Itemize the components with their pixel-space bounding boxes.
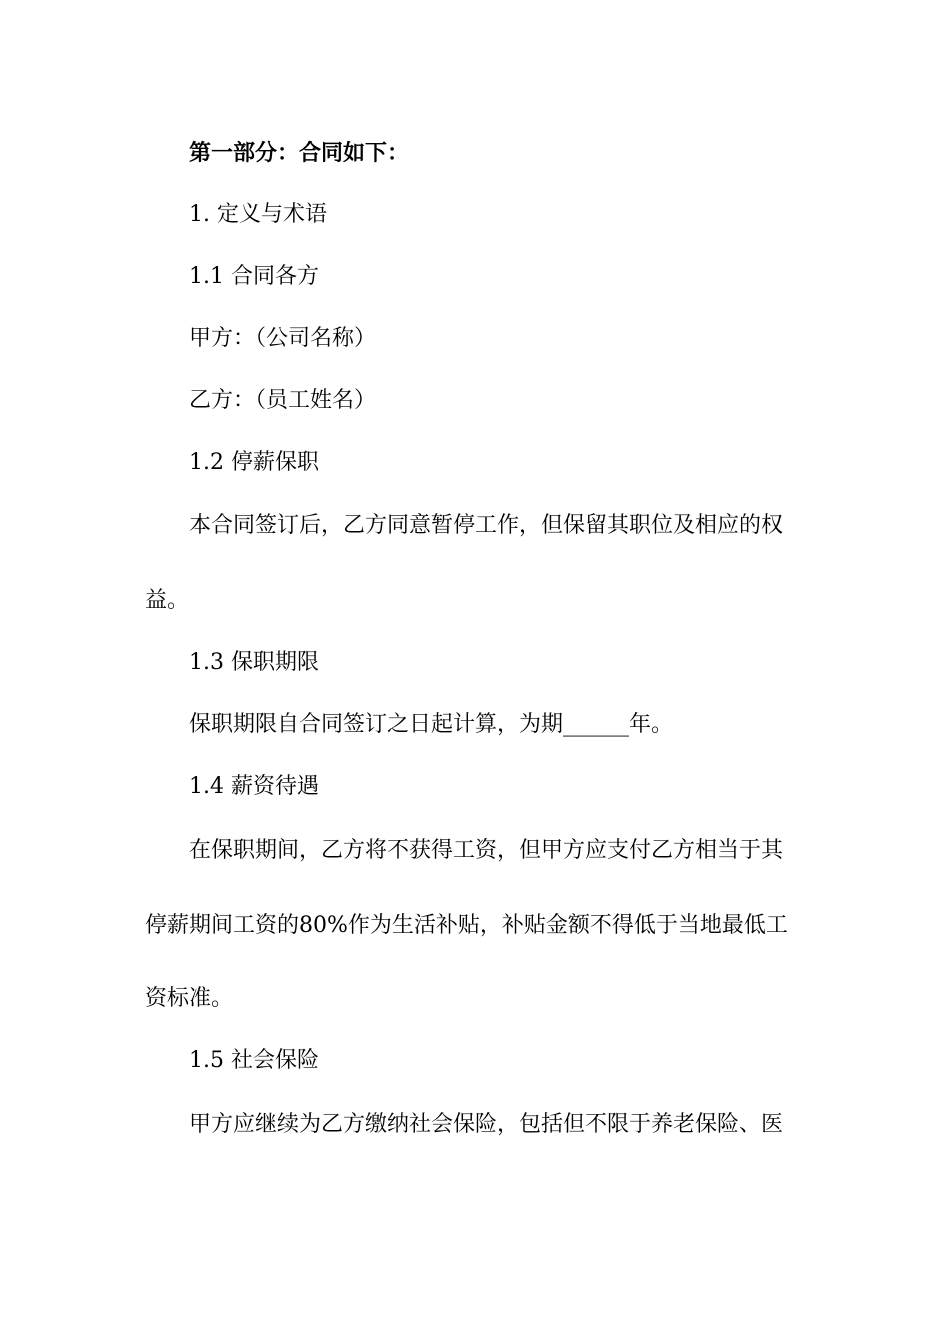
party-a-line: 甲方：（公司名称） (189, 326, 377, 351)
clause-title-1-2: 1.2 停薪保职 (189, 450, 319, 475)
section-heading: 第一部分：合同如下： (189, 140, 410, 166)
paragraph-line: 资标准。 (145, 986, 234, 1011)
paragraph-line: 甲方应继续为乙方缴纳社会保险，包括但不限于养老保险、医 (189, 1112, 784, 1137)
party-b-line: 乙方：（员工姓名） (189, 388, 377, 413)
clause-title-1-1: 1.1 合同各方 (189, 264, 319, 289)
paragraph-line: 停薪期间工资的80%作为生活补贴，补贴金额不得低于当地最低工 (145, 913, 788, 938)
clause-title-1-3: 1.3 保职期限 (189, 650, 319, 675)
paragraph-line: 保职期限自合同签订之日起计算，为期______年。 (189, 712, 674, 737)
clause-title-1-4: 1.4 薪资待遇 (189, 774, 319, 799)
paragraph-line: 本合同签订后，乙方同意暂停工作，但保留其职位及相应的权 (189, 513, 784, 538)
paragraph-line: 在保职期间，乙方将不获得工资，但甲方应支付乙方相当于其 (189, 838, 784, 863)
clause-title-1-5: 1.5 社会保险 (189, 1048, 319, 1073)
paragraph-line: 益。 (145, 588, 190, 613)
clause-title-1: 1. 定义与术语 (189, 202, 327, 227)
